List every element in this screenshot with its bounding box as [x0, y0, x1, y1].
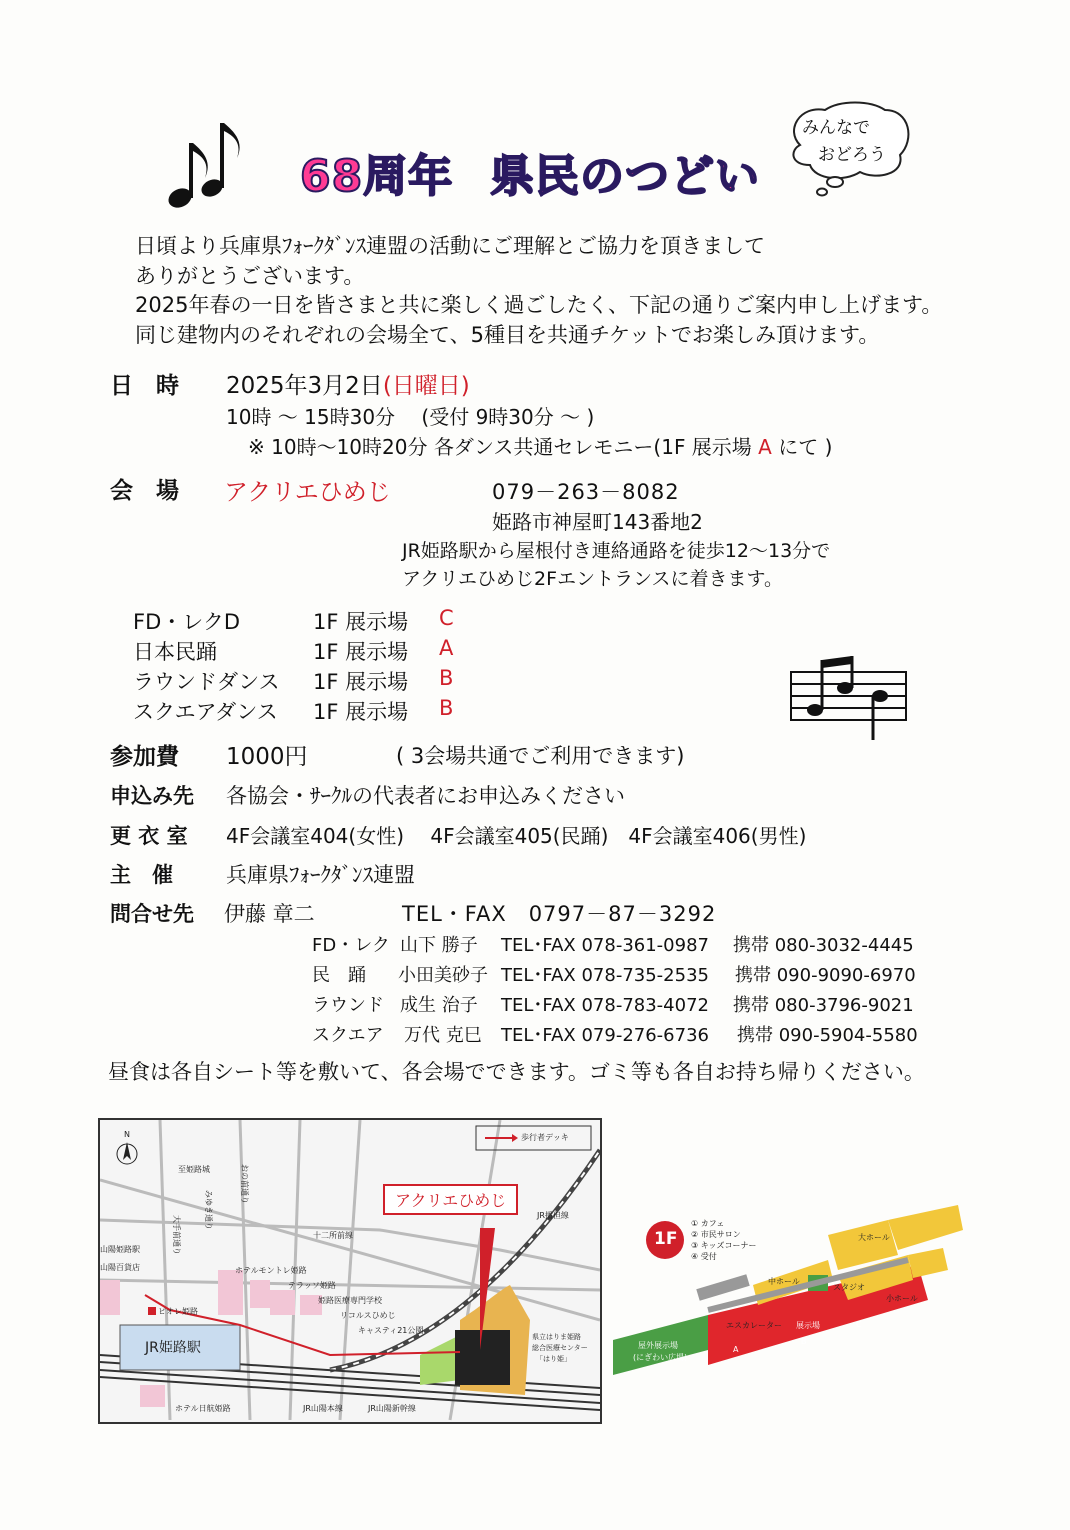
venue-access2: アクリエひめじ2Fエントランスに着きます。 — [402, 568, 783, 590]
floor-label: 屋外展示場 — [638, 1341, 678, 1350]
host-label: 主 催 — [110, 863, 173, 887]
contact-category: FD・レク — [312, 935, 390, 956]
inquiry-name: 伊藤 章二 — [224, 902, 315, 926]
map-label: ホテル日航姫路 — [175, 1404, 231, 1413]
hall-floor: 1F 展示場 — [313, 670, 409, 694]
floor-label: 大ホール — [858, 1233, 890, 1242]
map-label: 山陽百貨店 — [100, 1263, 140, 1272]
venue-access1: JR姫路駅から屋根付き連絡通路を徒歩12～13分で — [402, 540, 831, 562]
contact-row — [312, 1021, 932, 1051]
music-staff-icon — [790, 652, 910, 742]
speech-bubble — [780, 100, 915, 200]
lunch-note: 昼食は各自シート等を敷いて、各会場でできます。ゴミ等も各自お持ち帰りください。 — [108, 1060, 925, 1084]
venue-name: アクリエひめじ — [224, 478, 391, 506]
contact-category: スクエア — [312, 1025, 384, 1046]
map-label: テラッソ姫路 — [288, 1281, 336, 1290]
title-anniversary: 68周年 — [300, 151, 454, 202]
hall-letter: C — [439, 606, 454, 630]
hall-floor: 1F 展示場 — [313, 640, 409, 664]
map-label: 山陽姫路駅 — [100, 1245, 140, 1254]
date-ceremony: ※ 10時～10時20分 各ダンス共通セレモニー(1F 展示場 — [248, 435, 752, 459]
map-label: ホテルモントレ姫路 — [235, 1266, 307, 1275]
venue-label: 会 場 — [110, 478, 179, 504]
contact-mobile: 携帯 080-3796-9021 — [733, 995, 914, 1016]
hall-event: ラウンドダンス — [133, 670, 280, 694]
floor-label: 小ホール — [886, 1294, 918, 1303]
intro-line: 同じ建物内のそれぞれの会場全て、5種目を共通チケットでお楽しみ頂けます。 — [135, 322, 880, 347]
contact-tel: TEL･FAX 078-361-0987 — [501, 935, 709, 956]
map-label: 姫路医療専門学校 — [318, 1296, 382, 1305]
floor-legend-item: ① カフェ — [691, 1219, 725, 1228]
venue-address: 姫路市神屋町143番地2 — [492, 510, 703, 534]
intro-line: ありがとうございます。 — [135, 263, 365, 288]
contact-row — [312, 931, 932, 961]
contact-mobile: 携帯 090-5904-5580 — [737, 1025, 918, 1046]
contact-tel: TEL･FAX 078-735-2535 — [501, 965, 709, 986]
fee-value: 1000円 — [226, 744, 308, 770]
floor-plan — [608, 1200, 966, 1390]
map-label: 至姫路城 — [178, 1165, 210, 1174]
date-value-line — [226, 367, 470, 400]
hall-event: 日本民踊 — [133, 640, 217, 664]
date-value: 2025年3月2日 — [226, 373, 383, 399]
contact-name: 小田美砂子 — [398, 965, 488, 986]
inquiry-tel: TEL・FAX 0797－87－3292 — [402, 902, 717, 926]
contacts-list — [312, 931, 932, 1051]
floor-badge: 1F — [654, 1229, 678, 1249]
fee-label: 参加費 — [110, 744, 179, 770]
map-north: N — [124, 1130, 130, 1139]
map-label: JR山陽本線 — [303, 1404, 343, 1413]
contact-name: 成生 治子 — [400, 995, 478, 1016]
title-event-name: 県民のつどい — [490, 151, 760, 202]
intro-text — [135, 232, 942, 350]
date-ceremony-end: にて ) — [778, 435, 833, 459]
floor-label: A — [733, 1345, 739, 1354]
contact-mobile: 携帯 090-9090-6970 — [735, 965, 916, 986]
contact-category: 民 踊 — [312, 965, 366, 986]
map-label: 県立はりま姫路 — [532, 1333, 581, 1341]
fee-note: ( 3会場共通でご利用できます) — [396, 744, 685, 768]
venue-phone: 079－263－8082 — [492, 480, 680, 504]
map-legend: 歩行者デッキ — [521, 1133, 569, 1142]
floor-label: エスカレーター — [726, 1321, 782, 1330]
date-time: 10時 ～ 15時30分 (受付 9時30分 ～ ) — [226, 405, 595, 429]
map-label: キャスティ21公園 — [358, 1326, 424, 1335]
floor-label: 展示場 — [796, 1321, 820, 1330]
apply-value: 各協会・ｻｰｸﾙの代表者にお申込みください — [226, 784, 625, 808]
floor-legend — [691, 1218, 757, 1262]
hall-event: スクエアダンス — [133, 700, 278, 724]
host-value: 兵庫県ﾌｫｰｸﾀﾞﾝｽ連盟 — [226, 863, 415, 887]
music-notes-icon — [160, 118, 250, 218]
map-label: みゆき通り — [204, 1190, 213, 1230]
intro-line: 日頃より兵庫県ﾌｫｰｸﾀﾞﾝｽ連盟の活動にご理解とご協力を頂きまして — [135, 234, 765, 258]
map-label: JR播但線 — [537, 1211, 569, 1220]
contact-mobile: 携帯 080-3032-4445 — [733, 935, 914, 956]
map-station-label: JR姫路駅 — [145, 1340, 201, 1356]
map-label: 十二所前線 — [313, 1231, 353, 1240]
dressing-label: 更 衣 室 — [110, 824, 188, 848]
contact-category: ラウンド — [312, 995, 384, 1016]
bubble-line2: おどろう — [818, 145, 886, 165]
floor-legend-item: ④ 受付 — [691, 1252, 717, 1261]
date-weekday: (日曜日) — [382, 373, 470, 399]
map-label: JR山陽新幹線 — [368, 1404, 416, 1413]
contact-row — [312, 991, 932, 1021]
floor-label: B — [801, 1337, 807, 1346]
map-label: 総合医療センター — [532, 1344, 588, 1352]
contact-tel: TEL･FAX 078-783-4072 — [501, 995, 709, 1016]
map-label: ピオレ姫路 — [158, 1307, 198, 1316]
hall-letter: A — [439, 636, 454, 660]
dressing-value: 4F会議室404(女性) 4F会議室405(民踊) 4F会議室406(男性) — [226, 824, 807, 848]
date-label: 日 時 — [110, 373, 179, 399]
map-label: 「はり姫」 — [536, 1355, 571, 1363]
inquiry-label: 問合せ先 — [110, 902, 194, 926]
date-ceremony-line — [248, 431, 832, 460]
contact-row — [312, 961, 932, 991]
intro-line: 2025年春の一日を皆さまと共に楽しく過ごしたく、下記の通りご案内申し上げます。 — [135, 293, 943, 317]
contact-name: 万代 克巳 — [404, 1025, 482, 1046]
access-map — [98, 1118, 602, 1424]
hall-event: FD・レクD — [133, 610, 240, 634]
apply-label: 申込み先 — [110, 784, 194, 808]
floor-legend-item: ③ キッズコーナー — [691, 1241, 757, 1250]
map-label: おの前通り — [240, 1164, 249, 1204]
contact-tel: TEL･FAX 079-276-6736 — [501, 1025, 709, 1046]
contact-name: 山下 勝子 — [400, 935, 478, 956]
date-ceremony-hall: A — [758, 435, 772, 459]
bubble-line1: みんなで — [802, 118, 870, 138]
map-venue-label: アクリエひめじ — [383, 1184, 518, 1215]
floor-label: スタジオ — [833, 1283, 865, 1292]
hall-letter: B — [439, 666, 454, 690]
hall-floor: 1F 展示場 — [313, 610, 409, 634]
floor-label: 中ホール — [768, 1277, 800, 1286]
floor-label: (にぎわい広場) — [633, 1353, 688, 1362]
hall-letter: B — [439, 696, 454, 720]
floor-legend-item: ② 市民サロン — [691, 1230, 741, 1239]
map-label: リコルスひめじ — [340, 1311, 396, 1320]
floor-label: C — [856, 1320, 862, 1329]
map-label: 大手前通り — [172, 1215, 181, 1255]
hall-floor: 1F 展示場 — [313, 700, 409, 724]
